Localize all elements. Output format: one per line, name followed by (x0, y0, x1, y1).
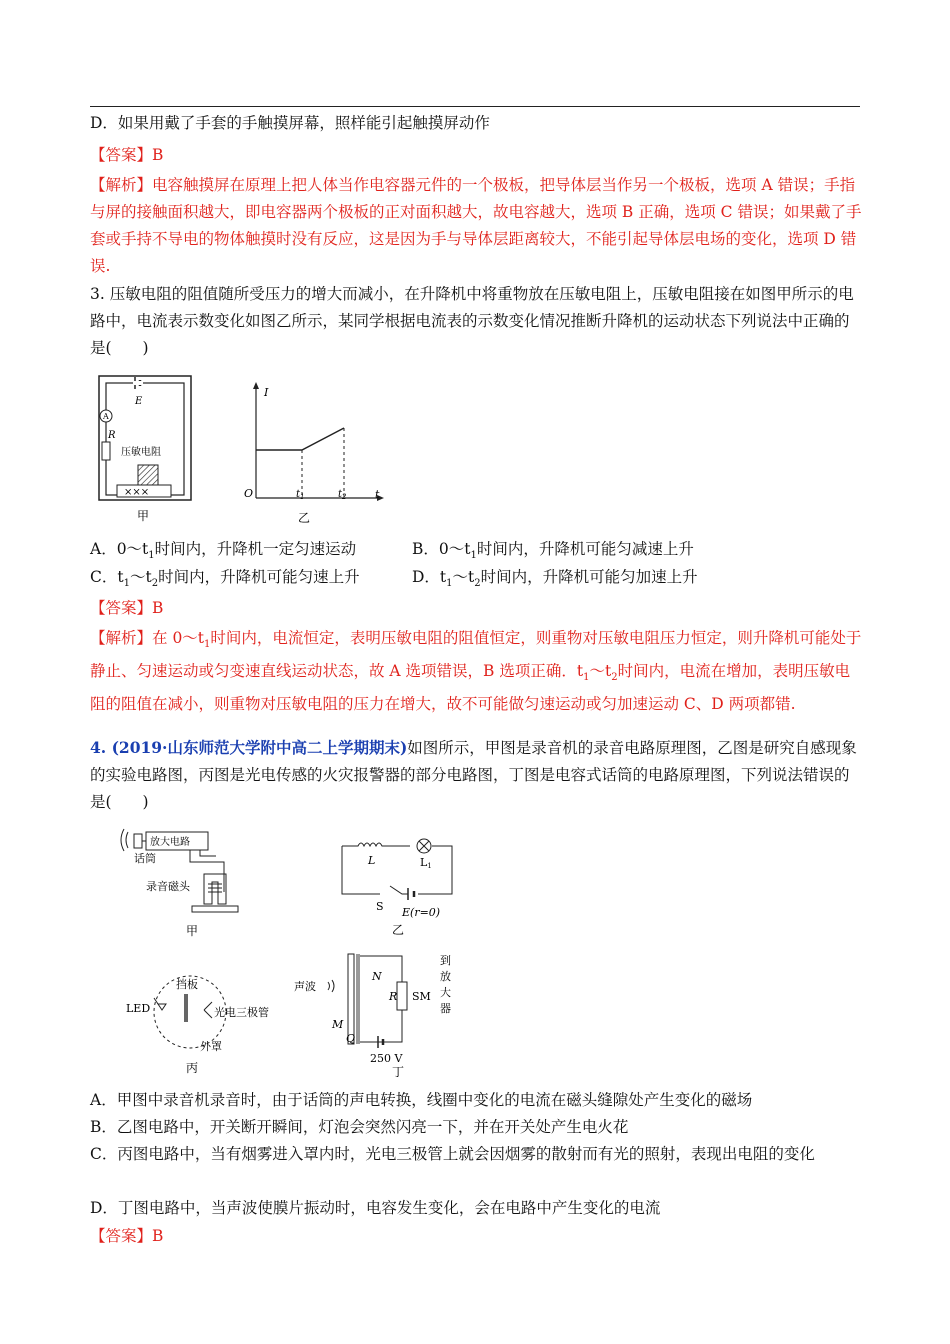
q3-option-d: D．$t_1\sim t_2$时间内，升降机可能匀加速上升 (412, 568, 698, 590)
amp-text-2: 放 (440, 970, 451, 983)
q3-option-c: C．$t_1\sim t_2$时间内，升降机可能匀速上升 (90, 568, 360, 590)
q3-answer (90, 595, 862, 622)
caption-yi: 乙 (392, 923, 405, 937)
label-s: S (376, 900, 384, 913)
label-pressure-resistor: 压敏电阻 (121, 447, 161, 458)
label-l: L (368, 854, 376, 867)
head-label: 录音磁头 (146, 880, 190, 893)
wire-left (200, 850, 216, 856)
led-icon (158, 1004, 166, 1010)
q4-figure-ding (292, 942, 472, 1080)
led-label: LED (126, 1002, 151, 1015)
caption-yi: 乙 (298, 511, 311, 525)
weight-block (138, 465, 158, 485)
amp-text-1: 到 (440, 954, 451, 967)
record-head (204, 874, 226, 904)
label-sm: SM (412, 990, 431, 1003)
answer-value: B (152, 146, 164, 164)
q4-option-c: C．丙图电路中，当有烟雾进入罩内时，光电三极管上就会因烟雾的散射而有光的照射，表现出电阻的变化 (90, 1145, 815, 1163)
sound-wave-icon (121, 829, 128, 851)
q3-stem: 3. 压敏电阻的阻值随所受压力的增大而减小，在升降机中将重物放在压敏电阻上，压敏电阻接在如图甲所示的电路中，电流表示数变化如图乙所示，某同学根据电流表的示数变化情况推断升降机的运动状态下列说法中正确的是( ) (90, 285, 854, 357)
label-n: N (372, 970, 382, 983)
resistor-r (102, 442, 110, 460)
q4-option-d: D．丁图电路中，当声波使膜片振动时，电容发生变化，会在电路中产生变化的电流 (90, 1199, 661, 1217)
plate-n (356, 954, 360, 1044)
axis-i-label: I (264, 386, 269, 399)
amp-text-4: 器 (440, 1002, 451, 1015)
q4-answer (90, 1223, 862, 1250)
label-e: E(r=0) (402, 906, 441, 919)
mic-label: 话筒 (134, 852, 156, 865)
tape (192, 906, 238, 912)
caption-bing: 丙 (186, 1061, 199, 1075)
answer-value: B (152, 1227, 164, 1245)
q4-option-a: A．甲图中录音机录音时，由于话筒的声电转换，线圈中变化的电流在磁头缝隙处产生变化的磁场 (90, 1091, 753, 1109)
caption-jia: 甲 (137, 509, 150, 523)
sound-wave-icon (328, 980, 334, 992)
answer-tag: 【答案】 (90, 1227, 153, 1245)
plate-label: 挡板 (176, 978, 198, 991)
battery-gap (133, 381, 143, 385)
tick-t1: $t_1$ (296, 489, 305, 501)
axis-t-label: t (375, 488, 380, 501)
label-a: A (103, 412, 109, 421)
phototransistor-icon (204, 1002, 212, 1018)
mic-icon (134, 834, 142, 848)
answer-tag: 【答案】 (90, 599, 153, 617)
inductor-l (342, 843, 410, 846)
answer-tag: 【答案】 (90, 146, 153, 164)
q4-figure-bing (118, 970, 288, 1080)
tick-t2: $t_2$ (338, 489, 347, 501)
voltage-label: 250 V (370, 1052, 403, 1065)
amp-text-3: 大 (440, 986, 451, 999)
baffle (184, 994, 188, 1022)
q4-figure-jia (120, 822, 250, 942)
q4-stem: 4. (2019·山东师范大学附中高二上学期期末)如图所示，甲图是录音机的录音电路原理图，乙图是研究自感现象的实验电路图，丙图是光电传感的火灾报警器的部分电路图，丁图是电容式话筒的电路原理图，下列说法错误的是( ) (90, 738, 857, 811)
q2-answer (90, 142, 862, 169)
label-e: E (135, 396, 143, 407)
label-q: Q (346, 1032, 356, 1045)
q2-option-d: D．如果用戴了手套的手触摸屏幕，照样能引起触摸屏动作 (90, 114, 490, 132)
q3-analysis: 【解析】在 $0\sim t_1$时间内，电流恒定，表明压敏电阻的阻值恒定，则重物对压敏电阻压力恒定，则升降机可能处于静止、匀速运动或匀变速直线运动状态，故 A 选项错误，B 选项正确．$t_1\sim t_2$时间内，电流在增加，表明压敏电阻的阻值在减小，则重物对压敏电阻的压力在增大，故不可能做匀速运动或匀加速运动 C、D 两项都错. (90, 629, 862, 714)
label-r: R (108, 430, 116, 441)
current-curve (256, 428, 344, 450)
analysis-tag: 【解析】 (90, 176, 153, 194)
diaphragm-m (348, 954, 354, 1044)
cover-label: 外罩 (200, 1040, 222, 1053)
axis-i-arrow (253, 382, 259, 389)
origin-label: O (244, 487, 254, 500)
answer-value: B (152, 599, 164, 617)
header-rule (90, 106, 860, 107)
q3-figure-yi (240, 380, 390, 528)
q2-analysis (90, 172, 862, 280)
label-l1: L1 (420, 856, 432, 870)
switch-s (390, 886, 408, 894)
resistor-r (397, 982, 407, 1010)
q3-option-a: A．$0\sim t_1$时间内，升降机一定匀速运动 (90, 540, 357, 562)
q4-figure-yi (332, 826, 462, 938)
label-r: R (389, 990, 398, 1003)
amp-label: 放大电路 (150, 837, 190, 848)
wave-label: 声波 (294, 980, 316, 993)
caption-jia: 甲 (186, 924, 199, 938)
q3-figure-jia (95, 372, 205, 528)
q4-source: (2019·山东师范大学附中高二上学期期末) (111, 738, 408, 757)
label-m: M (332, 1018, 344, 1031)
caption-ding: 丁 (392, 1065, 405, 1079)
q4-option-b: B．乙图电路中，开关断开瞬间，灯泡会突然闪亮一下，并在开关处产生电火花 (90, 1118, 629, 1136)
q3-option-b: B．$0\sim t_1$时间内，升降机可能匀减速上升 (412, 540, 694, 562)
diode-label: 光电三极管 (214, 1006, 269, 1019)
label-x: ××× (124, 487, 150, 498)
analysis-text: 电容触摸屏在原理上把人体当作电容器元件的一个极板，把导体层当作另一个极板，选项 A 错误；手指与屏的接触面积越大，即电容器两个极板的正对面积越大，故电容越大，选项 B 正确，选项 C 错误；如果戴了手套或手持不导电的物体触摸时没有反应，这是因为手与导体层距离较大，不能引起导体层电场的变化，选项 D 错误. (90, 176, 862, 275)
